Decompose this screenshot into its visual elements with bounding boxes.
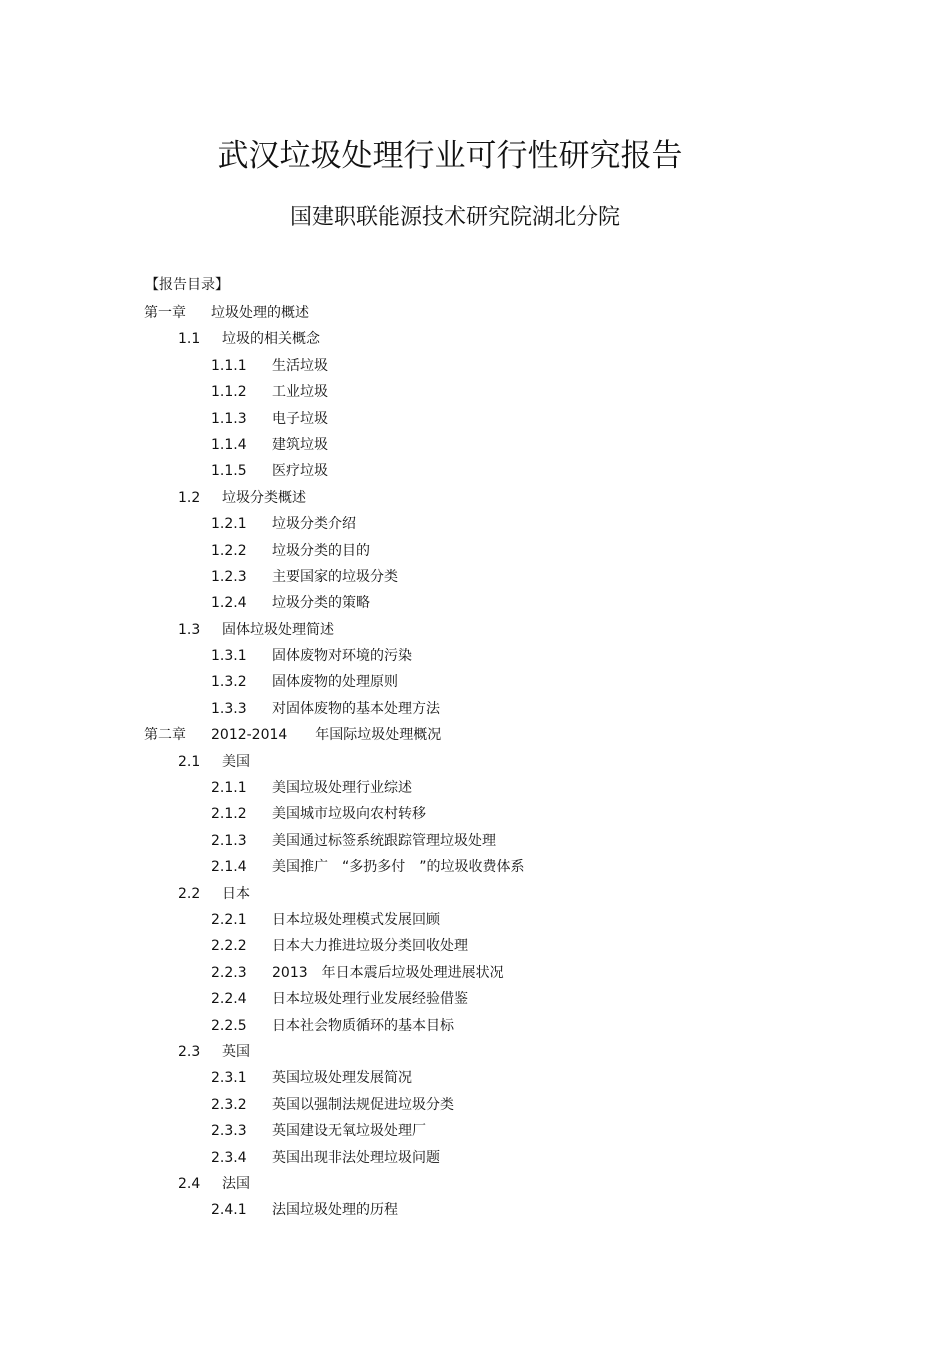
toc-entry: [0, 432, 950, 458]
toc-entry-number: 1.1: [178, 331, 201, 348]
toc-entry-title: 美国推广 “多扔多付 ”的垃圾收费体系: [272, 859, 525, 876]
toc-entry-number: 2.2.3: [211, 964, 247, 981]
toc-entry-title: 固体废物的处理原则: [272, 674, 398, 691]
toc-entry-number: 1.2: [178, 489, 201, 506]
toc-entry-title: 英国以强制法规促进垃圾分类: [272, 1096, 454, 1113]
toc-entry: [0, 933, 950, 959]
toc-entry: [0, 669, 950, 695]
toc-entry-number: 1.1.1: [211, 357, 247, 374]
toc-entry: [0, 590, 950, 616]
toc-entry-number: 2.3.3: [211, 1123, 247, 1140]
toc-entry: [0, 1092, 950, 1118]
table-of-contents: [0, 300, 950, 1224]
toc-entry-number: 1.2.1: [211, 516, 247, 533]
toc-entry: [0, 960, 950, 986]
toc-entry-number: 2.3.2: [211, 1096, 247, 1113]
toc-entry: [0, 722, 950, 748]
toc-entry-title: 主要国家的垃圾分类: [272, 568, 398, 585]
toc-entry-title: 垃圾的相关概念: [222, 331, 320, 348]
toc-entry-title: 英国: [222, 1043, 250, 1060]
toc-entry-title: 垃圾分类的策略: [272, 595, 370, 612]
toc-entry-number: 2.1.3: [211, 832, 247, 849]
toc-entry: [0, 775, 950, 801]
toc-entry-number: 2.3.1: [211, 1070, 247, 1087]
toc-entry: [0, 1145, 950, 1171]
toc-entry-title: 垃圾分类概述: [222, 489, 306, 506]
toc-entry-title: 美国城市垃圾向农村转移: [272, 806, 426, 823]
toc-entry-title: 固体废物对环境的污染: [272, 648, 412, 665]
toc-entry-number: 2.3: [178, 1043, 201, 1060]
toc-entry-number: 1.3.2: [211, 674, 247, 691]
document-subtitle: 国建职联能源技术研究院湖北分院: [289, 205, 620, 230]
toc-entry: [0, 379, 950, 405]
toc-entry-number: 1.2.3: [211, 568, 247, 585]
toc-entry: [0, 828, 950, 854]
toc-entry: [0, 538, 950, 564]
toc-entry-number: 第一章: [144, 305, 186, 321]
toc-entry-title: 英国建设无氧垃圾处理厂: [272, 1123, 426, 1140]
toc-entry-title: 医疗垃圾: [272, 463, 328, 480]
toc-entry-title: 英国垃圾处理发展简况: [272, 1070, 412, 1087]
toc-entry: [0, 1197, 950, 1223]
toc-entry-number: 2.2.2: [211, 938, 247, 955]
toc-entry-number: 2.4.1: [211, 1202, 247, 1219]
toc-entry-number: 1.2.4: [211, 595, 247, 612]
toc-entry-number: 1.1.4: [211, 436, 247, 453]
toc-entry-number: 2.2.1: [211, 911, 247, 928]
toc-entry-number: 1.3.1: [211, 648, 247, 665]
toc-entry-title: 2012-2014 年国际垃圾处理概况: [211, 727, 442, 744]
toc-entry: [0, 643, 950, 669]
toc-entry-title: 垃圾分类介绍: [272, 516, 356, 533]
toc-entry: [0, 801, 950, 827]
toc-entry: [0, 696, 950, 722]
toc-entry: [0, 485, 950, 511]
toc-entry: [0, 1065, 950, 1091]
toc-entry: [0, 986, 950, 1012]
toc-entry-number: 2.3.4: [211, 1149, 247, 1166]
toc-entry-number: 2.2.4: [211, 991, 247, 1008]
toc-entry-title: 日本: [222, 885, 250, 902]
toc-entry: [0, 749, 950, 775]
toc-entry-number: 1.3: [178, 621, 201, 638]
toc-entry-number: 2.2: [178, 885, 201, 902]
toc-entry-number: 2.1: [178, 753, 201, 770]
toc-entry: [0, 406, 950, 432]
toc-header: 【报告目录】: [145, 277, 229, 293]
toc-entry: [0, 881, 950, 907]
toc-entry-number: 2.2.5: [211, 1017, 247, 1034]
toc-entry-title: 日本社会物质循环的基本目标: [272, 1017, 454, 1034]
toc-entry-title: 2013 年日本震后垃圾处理进展状况: [272, 964, 504, 981]
toc-entry-number: 2.1.2: [211, 806, 247, 823]
toc-entry-number: 第二章: [144, 727, 186, 744]
toc-entry-title: 日本垃圾处理行业发展经验借鉴: [272, 991, 468, 1008]
toc-entry: [0, 1171, 950, 1197]
toc-entry: [0, 353, 950, 379]
toc-entry: [0, 1013, 950, 1039]
toc-entry-title: 英国出现非法处理垃圾问题: [272, 1149, 440, 1166]
toc-entry: [0, 617, 950, 643]
toc-entry: [0, 907, 950, 933]
toc-entry: [0, 854, 950, 880]
toc-entry-number: 1.3.3: [211, 700, 247, 717]
toc-entry-title: 固体垃圾处理简述: [222, 621, 334, 638]
toc-entry-number: 1.1.3: [211, 410, 247, 427]
toc-entry: [0, 300, 950, 326]
toc-entry-title: 日本垃圾处理模式发展回顾: [272, 911, 440, 928]
toc-entry-title: 建筑垃圾: [272, 436, 328, 453]
toc-entry-number: 1.2.2: [211, 542, 247, 559]
toc-entry: [0, 1118, 950, 1144]
toc-entry-number: 2.1.1: [211, 780, 247, 797]
toc-entry: [0, 458, 950, 484]
toc-entry-title: 对固体废物的基本处理方法: [272, 700, 440, 717]
toc-entry: [0, 1039, 950, 1065]
toc-entry-title: 法国垃圾处理的历程: [272, 1202, 398, 1219]
toc-entry-number: 2.1.4: [211, 859, 247, 876]
document-title: 武汉垃圾处理行业可行性研究报告: [217, 138, 683, 174]
toc-entry-title: 生活垃圾: [272, 357, 328, 374]
toc-entry-title: 日本大力推进垃圾分类回收处理: [272, 938, 468, 955]
toc-entry-number: 1.1.5: [211, 463, 247, 480]
toc-entry: [0, 326, 950, 352]
toc-entry-title: 美国通过标签系统跟踪管理垃圾处理: [272, 832, 496, 849]
toc-entry: [0, 564, 950, 590]
toc-entry-title: 电子垃圾: [272, 410, 328, 427]
toc-entry-title: 垃圾处理的概述: [211, 305, 309, 321]
toc-entry-title: 垃圾分类的目的: [272, 542, 370, 559]
toc-entry-title: 美国: [222, 753, 250, 770]
toc-entry-title: 法国: [222, 1175, 250, 1192]
toc-entry: [0, 511, 950, 537]
toc-entry-number: 1.1.2: [211, 384, 247, 401]
toc-entry-title: 美国垃圾处理行业综述: [272, 780, 412, 797]
toc-entry-title: 工业垃圾: [272, 384, 328, 401]
toc-entry-number: 2.4: [178, 1175, 201, 1192]
